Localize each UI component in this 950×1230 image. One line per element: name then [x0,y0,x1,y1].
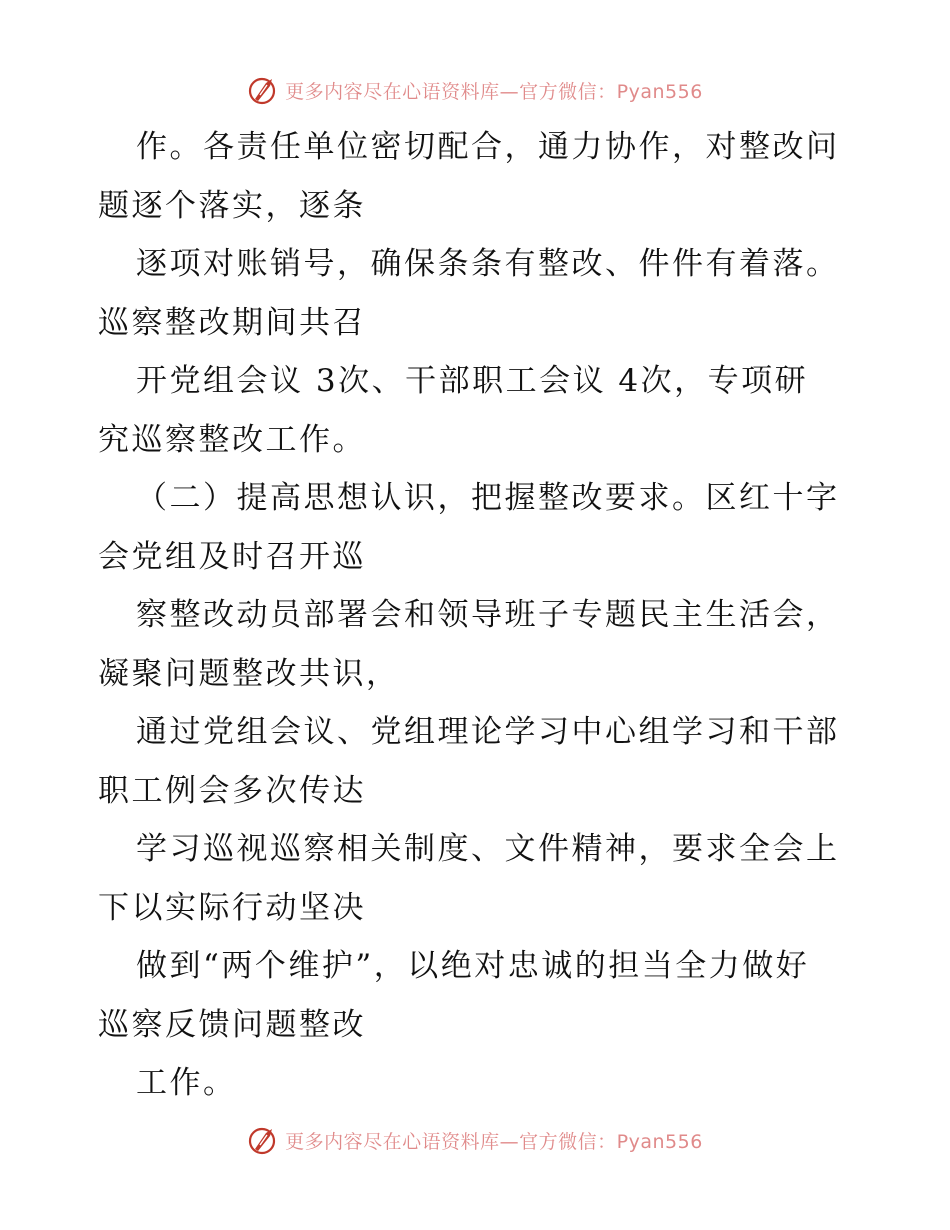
document-body [98,118,858,1113]
footer-watermark [0,1122,950,1158]
pen-nib-logo-icon [247,74,279,106]
body-line: 察整改动员部署会和领导班子专题民主生活会， [136,597,840,633]
header-watermark [0,72,950,108]
body-line: （二）提高思想认识，把握整改要求。区红十字 [136,480,840,516]
body-line: 工作。 [136,1065,237,1101]
body-line: 开党组会议 3次、干部职工会议 4次，专项研 [136,363,809,399]
body-line: 凝聚问题整改共识， [98,655,400,692]
body-line: 做到“两个维护”，以绝对忠诚的担当全力做好 [136,948,810,984]
body-line: 作。各责任单位密切配合，通力协作，对整改问 [136,129,840,165]
body-line: 下以实际行动坚决 [98,889,366,926]
watermark-text: 更多内容尽在心语资料库—官方微信：Pyan556 [285,80,703,103]
body-line: 会党组及时召开巡 [98,538,366,575]
body-line: 题逐个落实，逐条 [98,187,366,224]
body-line: 巡察反馈问题整改 [98,1006,366,1043]
body-line: 学习巡视巡察相关制度、文件精神，要求全会上 [136,831,840,867]
body-line: 究巡察整改工作。 [98,421,366,458]
body-line: 逐项对账销号，确保条条有整改、件件有着落。 [136,246,840,282]
pen-nib-logo-icon [247,1124,279,1156]
body-line: 通过党组会议、党组理论学习中心组学习和干部 [136,714,840,750]
body-line: 职工例会多次传达 [98,772,366,809]
watermark-text: 更多内容尽在心语资料库—官方微信：Pyan556 [285,1130,703,1153]
body-line: 巡察整改期间共召 [98,304,366,341]
